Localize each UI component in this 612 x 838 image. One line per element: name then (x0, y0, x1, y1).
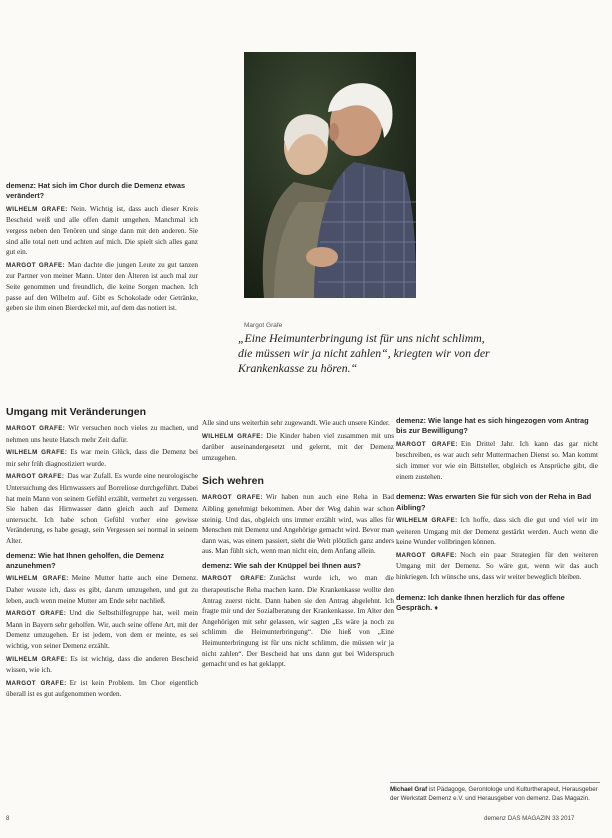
question: demenz: Wie lange hat es sich hingezogen vom Antrag bis zur Bewilligung? (396, 416, 589, 436)
answer (6, 471, 198, 546)
speaker: MARGOT GRAFE: (6, 425, 66, 432)
column-2 (202, 418, 394, 672)
couple-photo (244, 52, 416, 298)
column-3 (396, 412, 598, 615)
question: demenz: Was erwarten Sie für sich von der Reha in Bad Aibling? (396, 492, 592, 512)
answer-text: Es war mein Glück, dass die Demenz bei mir sehr früh diagnostiziert wurde. (6, 448, 198, 468)
answer (396, 550, 598, 583)
answer (6, 204, 198, 258)
answer-text: Zunächst wurde ich, wo man die therapeutische Reha machen kann. Die Krankenkasse wollte den Antrag zuerst nicht. Dann haben sie den Antrag abgelehnt. Ich fragte mir und der Sozialberatung der Krankenkasse. Im Alter den Angehörigen mit sehr gelassen, wir sagten „Es wäre ja noch zu schlimm die Heimunterbringung“. Die hieß von „Eine Heimunterbringung ist für uns nicht schlimm, die müssen wir ja nicht zahlen“. Der Bescheid hat uns dann gut bei Widerspruch gemacht und es hat geklappt. (202, 574, 394, 669)
speaker: WILHELM GRAFE: (6, 575, 69, 583)
bio-description: ist Pädagoge, Gerontologe und Kulturtherapeut, Herausgeber der Werkstatt Demenz e.V. und Herausgeber von demenz. Das Magazin. (390, 786, 598, 802)
answer-text: Wir versuchen noch vieles zu machen, und nehmen uns heute Hatsch mehr Zeit dafür. (6, 424, 198, 444)
column-1-bottom (6, 400, 198, 702)
answer (6, 608, 198, 651)
answer-text: Man dachte die jungen Leute zu gut tanzen zur Partner von meiner Mann. Unter den Älteren ist auch mal zur Seite genommen und freundlich, die keine Sorgen machen. Ich passe auf den Wilhelm auf. Gibt es Schokolade oder Getränke, geben sie ihm einen Bierdeckel mit, auf dem das notiert ist. (6, 260, 198, 313)
speaker: WILHELM GRAFE: (6, 449, 68, 457)
author-bio (390, 782, 600, 803)
answer (6, 447, 198, 469)
bio-name: Michael Graf (390, 786, 428, 793)
speaker: WILHELM GRAFE: (6, 655, 68, 663)
column-1-top (6, 177, 198, 316)
page-number: 8 (6, 815, 10, 822)
answer-text: Das war Zufall. Es wurde eine neurologische Untersuchung des Hirnwassers auf Borreliose durchgeführt. Dabei hat mein Mann von seinem Gefühl erzählt, vermehrt zu vergessen. Sie haben das Hirnwasser dann gleich auch auf Demenz untersucht. Ich habe schon Gefühl vorher eine gewisse Veränderung, es habe gesagt, sein Vergessen sei normal in seinem Alter. (6, 472, 198, 545)
speaker: MARGOT GRAFE: (396, 440, 458, 448)
answer (202, 492, 394, 557)
answer-text: Wir haben nun auch eine Reha in Bad Aibling genehmigt bekommen. Aber der Weg dahin war schon steinig. Und das, obgleich uns immer erzählt wird, was alles für Menschen mit Demenz und Angehörige gemacht wird. Bevor man dann was, was einem passiert, sieht die Welt plötzlich ganz anders aus. Man fühlt sich, wenn man nicht ein, dem Anfang allein. (202, 493, 394, 556)
answer (202, 418, 394, 429)
caption-name: Margot Grafe (244, 322, 283, 329)
question: demenz: Hat sich im Chor durch die Demenz etwas verändert? (6, 181, 186, 201)
speaker: WILHELM GRAFE: (6, 205, 68, 213)
answer (396, 515, 598, 548)
answer-text: Und die Selbsthilfegruppe hat, weil mein Mann in Bayern sehr geholfen. Wir, auch seine offene Art, mit der Demenz umzugehen. Er ist jedem, von dem er meinte, es sei wichtig, von seiner Demenz erzählt. (6, 609, 198, 650)
answer (6, 260, 198, 314)
bio-text (390, 786, 600, 803)
answer-text: Noch ein paar Strategien für den weiteren Umgang mit der Demenz. So wäre gut, wenn wir das auch hinkriegen. Ich wünsche uns, dass wir weiter beweglich bleiben. (396, 550, 598, 581)
publication-footer: demenz DAS MAGAZIN 33 2017 (484, 815, 575, 822)
speaker: MARGOT GRAFE: (6, 261, 65, 269)
answer-text: Ein Drittel Jahr. Ich kann das gar nicht beschreiben, es war auch sehr Muttermachen Dienst so. Man kommt sich immer vor wie ein Bittsteller, obgleich es Ansprüche gibt, die einem zustehen. (396, 439, 598, 481)
answer (6, 654, 198, 676)
answer (202, 431, 394, 464)
answer-text: Nein. Wichtig ist, dass auch dieser Kreis Bescheid weiß und alle offen damit umgehen. Manchmal ich vergess neben den Tenören und singe dann mit den anderen. Sie sind alle total nett und achten auf mich. Die spielt sich alles ganz gut ein. (6, 204, 198, 257)
answer-text: Meine Mutter hatte auch eine Demenz. Daher wusste ich, dass es gibt, darum umzugehen, und gut zu leben, auch wenn meine Mutter am Ende sehr nachließ. (6, 574, 198, 605)
answer-text: Alle sind uns weiterhin sehr zugewandt. Wie auch unsere Kinder. (202, 419, 390, 427)
answer-text: Es ist wichtig, dass die anderen Bescheid wissen, wie ich. (6, 654, 198, 675)
speaker: MARGOT GRAFE: (202, 575, 267, 583)
question: demenz: Wie sah der Knüppel bei Ihnen aus? (202, 560, 361, 570)
speaker: MARGOT GRAFE: (396, 551, 458, 559)
answer-text: Er ist kein Problem. Im Chor eigentlich überall ist es gut aufgenommen worden. (6, 678, 198, 699)
speaker: WILHELM GRAFE: (202, 432, 264, 440)
speaker: MARGOT GRAFE: (202, 494, 263, 502)
answer (6, 423, 198, 445)
answer (6, 678, 198, 700)
speaker: WILHELM GRAFE: (396, 517, 458, 524)
answer (6, 573, 198, 606)
answer (202, 573, 394, 669)
speaker: MARGOT GRAFE: (6, 610, 67, 618)
pull-quote: „Eine Heimunterbringung ist für uns nicht schlimm, die müssen wir ja nicht zahlen“, kriegten wir von der Krankenkasse zu hören.“ (238, 331, 490, 375)
closing-question: demenz: Ich danke Ihnen herzlich für das offene Gespräch. ♦ (396, 592, 565, 612)
couple-photo-illustration (244, 52, 416, 298)
speaker: MARGOT GRAFE: (6, 473, 65, 481)
answer-text: Die Kinder haben viel zusammen mit uns darüber auseinandergesetzt und gelernt, mit der Demenz umzugehen. (202, 431, 394, 462)
section-heading: Umgang mit Veränderungen (6, 406, 147, 418)
speaker: MARGOT GRAFE: (6, 679, 67, 687)
question: demenz: Wie hat Ihnen geholfen, die Demenz anzunehmen? (6, 550, 165, 570)
answer-text: Ich hoffe, dass sich die gut und viel wir im weiteren Umgang mit der Demenz gestärkt werden. Auch wenn die keine Wunder vollbringen können. (396, 516, 598, 547)
section-heading: Sich wehren (202, 475, 264, 488)
answer (396, 439, 598, 482)
